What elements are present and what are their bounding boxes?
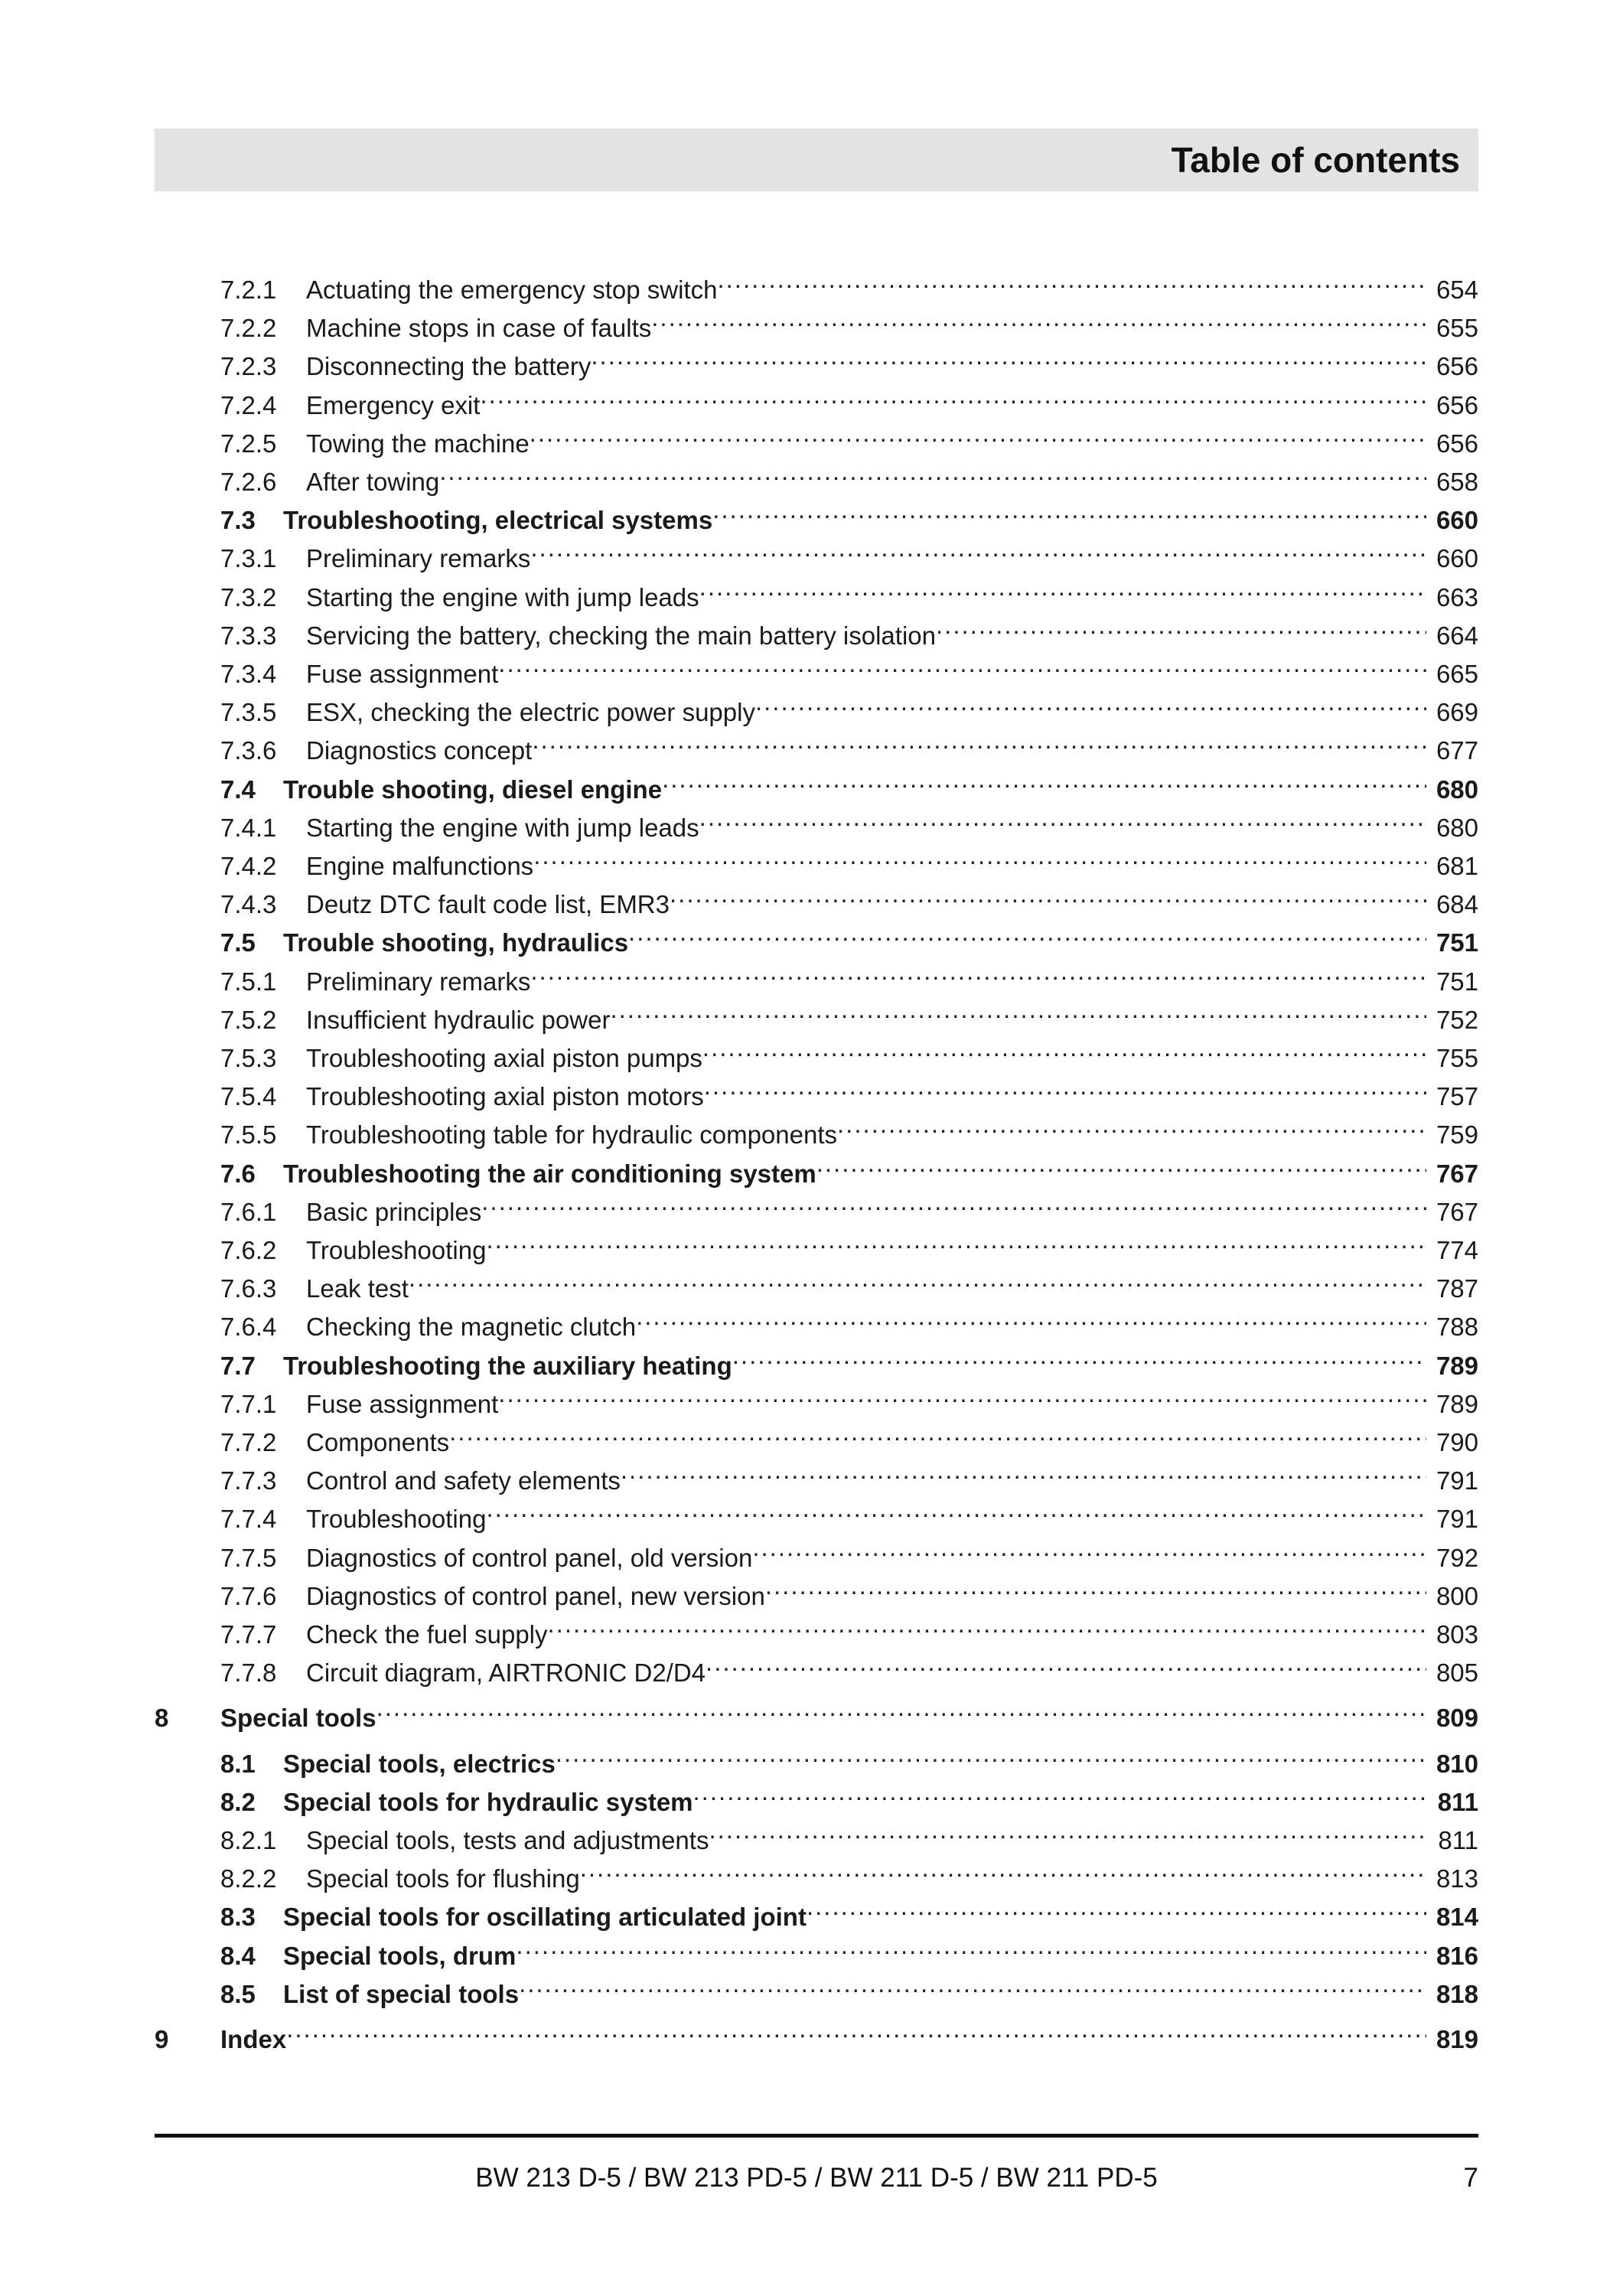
- toc-entry-title[interactable]: Troubleshooting axial piston pumps: [306, 1044, 702, 1072]
- toc-entry-number: 8.1: [220, 1749, 256, 1778]
- toc-entry-number: 7.5.3: [220, 1044, 277, 1072]
- toc-leader-dots: [628, 913, 1426, 951]
- toc-entry-number: 8.3: [220, 1903, 256, 1932]
- toc-entry-title[interactable]: Preliminary remarks: [306, 544, 531, 573]
- toc-leader-dots: [409, 1259, 1426, 1297]
- toc-entry-page[interactable]: 811: [1437, 1787, 1478, 1816]
- toc-entry-title[interactable]: Diagnostics of control panel, old version: [306, 1543, 753, 1572]
- toc-entry-page[interactable]: 810: [1436, 1749, 1478, 1778]
- toc-entry-title[interactable]: Special tools, tests and adjustments: [306, 1826, 709, 1854]
- toc-entry-page[interactable]: 660: [1436, 506, 1478, 535]
- toc-entry[interactable]: [220, 1375, 1478, 1418]
- toc-entry-page[interactable]: 669: [1436, 698, 1478, 727]
- toc-leader-dots: [755, 683, 1426, 721]
- toc-entry-number: 7.7: [220, 1351, 256, 1380]
- toc-leader-dots: [816, 1144, 1426, 1182]
- toc-entry-number: 7.5.2: [220, 1005, 277, 1034]
- toc-entry-page[interactable]: 767: [1436, 1197, 1478, 1226]
- toc-entry-title[interactable]: Trouble shooting, diesel engine: [283, 775, 663, 804]
- toc-entry-page[interactable]: 816: [1436, 1941, 1478, 1970]
- toc-leader-dots: [439, 452, 1426, 491]
- toc-entry-page[interactable]: 752: [1436, 1005, 1478, 1034]
- toc-entry-page[interactable]: 757: [1436, 1082, 1478, 1111]
- toc-entry-number: 7.6.1: [220, 1197, 277, 1226]
- toc-entry[interactable]: [220, 1849, 1478, 1893]
- toc-entry-page[interactable]: 818: [1436, 1979, 1478, 2008]
- toc-entry-title[interactable]: Towing the machine: [306, 429, 530, 458]
- toc-entry[interactable]: [220, 1734, 1478, 1778]
- toc-entry-page[interactable]: 655: [1436, 314, 1478, 343]
- toc-entry-title[interactable]: Diagnostics concept: [306, 736, 533, 765]
- toc-entry-title[interactable]: Machine stops in case of faults: [306, 314, 652, 343]
- toc-entry-page[interactable]: 792: [1436, 1543, 1478, 1572]
- toc-entry[interactable]: [220, 1067, 1478, 1111]
- toc-entry[interactable]: [220, 1926, 1478, 1970]
- toc-entry-title[interactable]: Special tools for oscillating articulated joint: [283, 1903, 807, 1932]
- toc-entry-number: 8.5: [220, 1979, 256, 2008]
- toc-entry-page[interactable]: 684: [1436, 890, 1478, 919]
- toc-entry-page[interactable]: 656: [1436, 390, 1478, 419]
- toc-entry-number: 7.7.7: [220, 1620, 277, 1649]
- toc-entry[interactable]: [220, 1528, 1478, 1572]
- toc-entry-number: 7.2.2: [220, 314, 277, 343]
- toc-entry-title[interactable]: Preliminary remarks: [306, 967, 531, 996]
- toc-entry-number: 7.2.5: [220, 429, 277, 458]
- toc-entry-page[interactable]: 759: [1436, 1120, 1478, 1150]
- toc-entry-title[interactable]: Engine malfunctions: [306, 852, 534, 880]
- toc-entry[interactable]: [220, 1643, 1478, 1688]
- toc-entry-page[interactable]: 658: [1436, 468, 1478, 496]
- toc-leader-dots: [936, 606, 1426, 644]
- toc-leader-dots: [651, 298, 1426, 337]
- toc-leader-dots: [662, 760, 1426, 798]
- toc-entry-title[interactable]: Special tools, drum: [283, 1941, 517, 1970]
- toc-entry-title[interactable]: Components: [306, 1428, 450, 1456]
- footer-page-number: 7: [1463, 2163, 1478, 2193]
- toc-entry[interactable]: [220, 452, 1478, 496]
- toc-entry-title[interactable]: ESX, checking the electric power supply: [306, 698, 755, 727]
- toc-leader-dots: [486, 1489, 1426, 1528]
- toc-leader-dots: [480, 376, 1426, 414]
- toc-entry[interactable]: [220, 1105, 1478, 1150]
- toc-entry-number: 7.6.2: [220, 1236, 277, 1264]
- toc-entry[interactable]: [220, 1773, 1478, 1816]
- toc-entry[interactable]: [220, 837, 1478, 880]
- toc-entry-page[interactable]: 664: [1436, 621, 1478, 650]
- toc-leader-dots: [498, 1375, 1426, 1413]
- toc-entry[interactable]: [220, 721, 1478, 765]
- toc-entry-page[interactable]: 805: [1436, 1658, 1478, 1688]
- toc-entry-page[interactable]: 814: [1436, 1903, 1478, 1932]
- toc-leader-dots: [704, 1067, 1426, 1105]
- toc-entry[interactable]: [220, 260, 1478, 304]
- toc-leader-dots: [532, 721, 1426, 759]
- footer-model-list: BW 213 D-5 / BW 213 PD-5 / BW 211 D-5 / BW 211 PD-5: [475, 2163, 1158, 2193]
- toc-entry-number: 7.5.5: [220, 1120, 277, 1150]
- toc-entry[interactable]: [220, 414, 1478, 458]
- toc-leader-dots: [519, 1965, 1426, 2003]
- toc-entry-number: 7.3.3: [220, 621, 277, 650]
- toc-leader-dots: [636, 1297, 1426, 1336]
- toc-entry-page[interactable]: 656: [1436, 352, 1478, 381]
- toc-entry-number: 7.3: [220, 506, 256, 535]
- toc-entry[interactable]: [220, 1567, 1478, 1610]
- toc-leader-dots: [621, 1451, 1426, 1489]
- footer-divider: [155, 2134, 1478, 2138]
- toc-entry-title[interactable]: Circuit diagram, AIRTRONIC D2/D4: [306, 1658, 706, 1688]
- toc-entry[interactable]: [220, 760, 1478, 804]
- toc-leader-dots: [548, 1605, 1426, 1643]
- toc-entry-title[interactable]: Troubleshooting the air conditioning system: [283, 1159, 816, 1188]
- toc-entry-title[interactable]: After towing: [306, 468, 440, 496]
- toc-entry-page[interactable]: 790: [1436, 1428, 1478, 1456]
- toc-entry-number: 7.3.1: [220, 544, 277, 573]
- toc-entry-number: 7.7.5: [220, 1543, 277, 1572]
- toc-entry-title[interactable]: Special tools for hydraulic system: [283, 1787, 693, 1816]
- toc-entry-title[interactable]: Special tools: [220, 1704, 376, 1733]
- toc-entry-title[interactable]: Basic principles: [306, 1197, 482, 1226]
- toc-entry-title[interactable]: Starting the engine with jump leads: [306, 813, 699, 842]
- page-header: [155, 129, 1478, 191]
- toc-leader-dots: [693, 1773, 1426, 1811]
- toc-entry-number: 7.7.4: [220, 1505, 277, 1534]
- toc-entry-page[interactable]: 813: [1436, 1864, 1478, 1893]
- toc-entry-number: 7.2.4: [220, 390, 277, 419]
- toc-entry-number: 7.5: [220, 928, 256, 957]
- toc-leader-dots: [752, 1528, 1426, 1567]
- toc-entry-title[interactable]: Troubleshooting: [306, 1505, 487, 1534]
- toc-leader-dots: [286, 2010, 1426, 2048]
- toc-entry[interactable]: [220, 913, 1478, 957]
- toc-entry-title[interactable]: Troubleshooting table for hydraulic components: [306, 1120, 838, 1150]
- toc-entry[interactable]: [220, 1965, 1478, 2008]
- toc-entry-number: 7.7.2: [220, 1428, 277, 1456]
- toc-entry[interactable]: [220, 644, 1478, 688]
- toc-entry-page[interactable]: 680: [1436, 813, 1478, 842]
- toc-leader-dots: [530, 952, 1426, 990]
- toc-entry[interactable]: [220, 298, 1478, 343]
- toc-entry-number: 9: [155, 2025, 169, 2053]
- toc-leader-dots: [706, 1643, 1426, 1681]
- toc-entry-page[interactable]: 788: [1436, 1313, 1478, 1342]
- toc-entry[interactable]: [220, 875, 1478, 919]
- toc-entry-page[interactable]: 665: [1436, 660, 1478, 688]
- toc-entry[interactable]: [220, 1336, 1478, 1380]
- toc-entry-number: 7.7.6: [220, 1581, 277, 1610]
- toc-entry[interactable]: [220, 568, 1478, 612]
- toc-entry[interactable]: [155, 2010, 1478, 2053]
- toc-leader-dots: [516, 1926, 1426, 1965]
- toc-leader-dots: [837, 1105, 1426, 1143]
- toc-leader-dots: [498, 644, 1426, 683]
- toc-entry-title[interactable]: Emergency exit: [306, 390, 481, 419]
- toc-entry-page[interactable]: 755: [1436, 1044, 1478, 1072]
- toc-leader-dots: [591, 337, 1426, 375]
- toc-entry-page[interactable]: 751: [1436, 967, 1478, 996]
- toc-entry-title[interactable]: Servicing the battery, checking the main battery isolation: [306, 621, 936, 650]
- toc-entry-number: 7.6: [220, 1159, 256, 1188]
- toc-entry[interactable]: [220, 952, 1478, 996]
- toc-entry-number: 8: [155, 1704, 169, 1733]
- toc-entry-title[interactable]: Deutz DTC fault code list, EMR3: [306, 890, 670, 919]
- toc-leader-dots: [580, 1849, 1426, 1887]
- toc-leader-dots: [765, 1567, 1426, 1605]
- toc-entry-number: 7.3.5: [220, 698, 277, 727]
- toc-leader-dots: [533, 837, 1426, 875]
- toc-leader-dots: [699, 568, 1426, 606]
- toc-entry-title[interactable]: Special tools for flushing: [306, 1864, 580, 1893]
- toc-entry[interactable]: [220, 1259, 1478, 1303]
- toc-entry-title[interactable]: Checking the magnetic clutch: [306, 1313, 637, 1342]
- toc-entry-page[interactable]: 751: [1436, 928, 1478, 957]
- toc-entry-page[interactable]: 680: [1436, 775, 1478, 804]
- toc-entry[interactable]: [220, 1489, 1478, 1534]
- toc-entry-number: 8.4: [220, 1941, 256, 1970]
- toc-entry-page[interactable]: 767: [1436, 1159, 1478, 1188]
- toc-entry-number: 7.5.1: [220, 967, 277, 996]
- toc-entry[interactable]: [220, 1182, 1478, 1226]
- toc-entry-title[interactable]: Special tools, electrics: [283, 1749, 556, 1778]
- toc-entry[interactable]: [220, 376, 1478, 419]
- toc-entry-number: 7.4.3: [220, 890, 277, 919]
- toc-entry-number: 7.3.4: [220, 660, 277, 688]
- toc-entry[interactable]: [220, 1029, 1478, 1072]
- toc-entry[interactable]: [220, 798, 1478, 842]
- toc-entry-title[interactable]: Starting the engine with jump leads: [306, 582, 699, 612]
- toc-entry-title[interactable]: Troubleshooting axial piston motors: [306, 1082, 704, 1111]
- toc-leader-dots: [486, 1221, 1426, 1259]
- toc-leader-dots: [732, 1336, 1426, 1375]
- toc-entry-title[interactable]: Troubleshooting the auxiliary heating: [283, 1351, 732, 1380]
- toc-entry-number: 7.5.4: [220, 1082, 277, 1111]
- toc-entry-number: 7.7.8: [220, 1658, 277, 1688]
- toc-entry-title[interactable]: Fuse assignment: [306, 1389, 499, 1418]
- toc-entry-page[interactable]: 800: [1436, 1581, 1478, 1610]
- toc-entry-number: 7.3.2: [220, 582, 277, 612]
- toc-entry-page[interactable]: 791: [1436, 1466, 1478, 1495]
- toc-entry[interactable]: [220, 1811, 1478, 1854]
- toc-leader-dots: [709, 1811, 1426, 1849]
- toc-entry-title[interactable]: List of special tools: [283, 1979, 520, 2008]
- toc-entry-number: 7.7.1: [220, 1389, 277, 1418]
- toc-entry-title[interactable]: Insufficient hydraulic power: [306, 1005, 611, 1034]
- toc-entry-number: 7.7.3: [220, 1466, 277, 1495]
- toc-leader-dots: [712, 491, 1426, 529]
- toc-entry-number: 7.4.2: [220, 852, 277, 880]
- toc-entry-title[interactable]: Troubleshooting: [306, 1236, 487, 1264]
- toc-leader-dots: [699, 798, 1426, 837]
- toc-entry-title[interactable]: Check the fuel supply: [306, 1620, 548, 1649]
- toc-entry-number: 7.6.3: [220, 1274, 277, 1303]
- toc-entry[interactable]: [220, 1221, 1478, 1264]
- toc-entry-number: 7.4.1: [220, 813, 277, 842]
- toc-leader-dots: [610, 990, 1426, 1029]
- toc-leader-dots: [702, 1029, 1426, 1067]
- toc-entry-page[interactable]: 811: [1438, 1826, 1478, 1854]
- toc-entry-number: 7.4: [220, 775, 256, 804]
- toc-entry-page[interactable]: 791: [1436, 1505, 1478, 1534]
- toc-entry-page[interactable]: 677: [1436, 736, 1478, 765]
- toc-entry-number: 8.2.2: [220, 1864, 277, 1893]
- toc-entry-title[interactable]: Fuse assignment: [306, 660, 499, 688]
- toc-entry[interactable]: [220, 1413, 1478, 1456]
- toc-entry[interactable]: [220, 1144, 1478, 1188]
- toc-leader-dots: [449, 1413, 1426, 1451]
- toc-entry[interactable]: [220, 491, 1478, 535]
- toc-entry-title[interactable]: Trouble shooting, hydraulics: [283, 928, 629, 957]
- toc-entry-page[interactable]: 789: [1436, 1351, 1478, 1380]
- toc-entry-page[interactable]: 803: [1436, 1620, 1478, 1649]
- toc-entry[interactable]: [220, 990, 1478, 1034]
- toc-entry-number: 7.3.6: [220, 736, 277, 765]
- toc-entry-number: 7.2.6: [220, 468, 277, 496]
- toc-entry[interactable]: [220, 606, 1478, 650]
- toc-leader-dots: [556, 1734, 1426, 1773]
- toc-entry-title[interactable]: Troubleshooting, electrical systems: [283, 506, 713, 535]
- toc-entry-page[interactable]: 656: [1436, 429, 1478, 458]
- page-title: Table of contents: [1171, 140, 1460, 180]
- toc-entry[interactable]: [220, 1887, 1478, 1932]
- toc-entry-number: 8.2.1: [220, 1826, 277, 1854]
- toc-entry[interactable]: [220, 683, 1478, 727]
- toc-entry-page[interactable]: 789: [1436, 1389, 1478, 1418]
- toc-entry-page[interactable]: 654: [1436, 276, 1478, 304]
- toc-entry-page[interactable]: 819: [1436, 2025, 1478, 2053]
- toc-leader-dots: [807, 1887, 1426, 1926]
- toc-entry-page[interactable]: 809: [1436, 1704, 1478, 1733]
- toc-entry[interactable]: [220, 337, 1478, 381]
- toc-leader-dots: [530, 529, 1426, 567]
- toc-entry-page[interactable]: 774: [1436, 1236, 1478, 1264]
- toc-entry-page[interactable]: 787: [1436, 1274, 1478, 1303]
- toc-entry-title[interactable]: Actuating the emergency stop switch: [306, 276, 718, 304]
- toc-entry[interactable]: [220, 529, 1478, 573]
- toc-entry[interactable]: [155, 1688, 1478, 1733]
- toc-entry-number: 7.6.4: [220, 1313, 277, 1342]
- toc-entry-page[interactable]: 663: [1436, 582, 1478, 612]
- toc-leader-dots: [481, 1182, 1426, 1221]
- toc-entry-number: 8.2: [220, 1787, 256, 1816]
- toc-entry-title[interactable]: Leak test: [306, 1274, 409, 1303]
- toc-entry-title[interactable]: Control and safety elements: [306, 1466, 621, 1495]
- toc-entry-page[interactable]: 660: [1436, 544, 1478, 573]
- toc-entry-title[interactable]: Diagnostics of control panel, new version: [306, 1581, 765, 1610]
- toc-leader-dots: [530, 414, 1426, 452]
- toc-leader-dots: [376, 1688, 1426, 1727]
- toc-entry-title[interactable]: Index: [220, 2025, 287, 2053]
- toc-entry-number: 7.2.1: [220, 276, 277, 304]
- toc-entry[interactable]: [220, 1451, 1478, 1495]
- toc-entry-page[interactable]: 681: [1436, 852, 1478, 880]
- toc-leader-dots: [717, 260, 1426, 298]
- toc-entry[interactable]: [220, 1297, 1478, 1342]
- toc-entry[interactable]: [220, 1605, 1478, 1649]
- toc-entry-number: 7.2.3: [220, 352, 277, 381]
- toc-entry-title[interactable]: Disconnecting the battery: [306, 352, 592, 381]
- toc-leader-dots: [670, 875, 1426, 913]
